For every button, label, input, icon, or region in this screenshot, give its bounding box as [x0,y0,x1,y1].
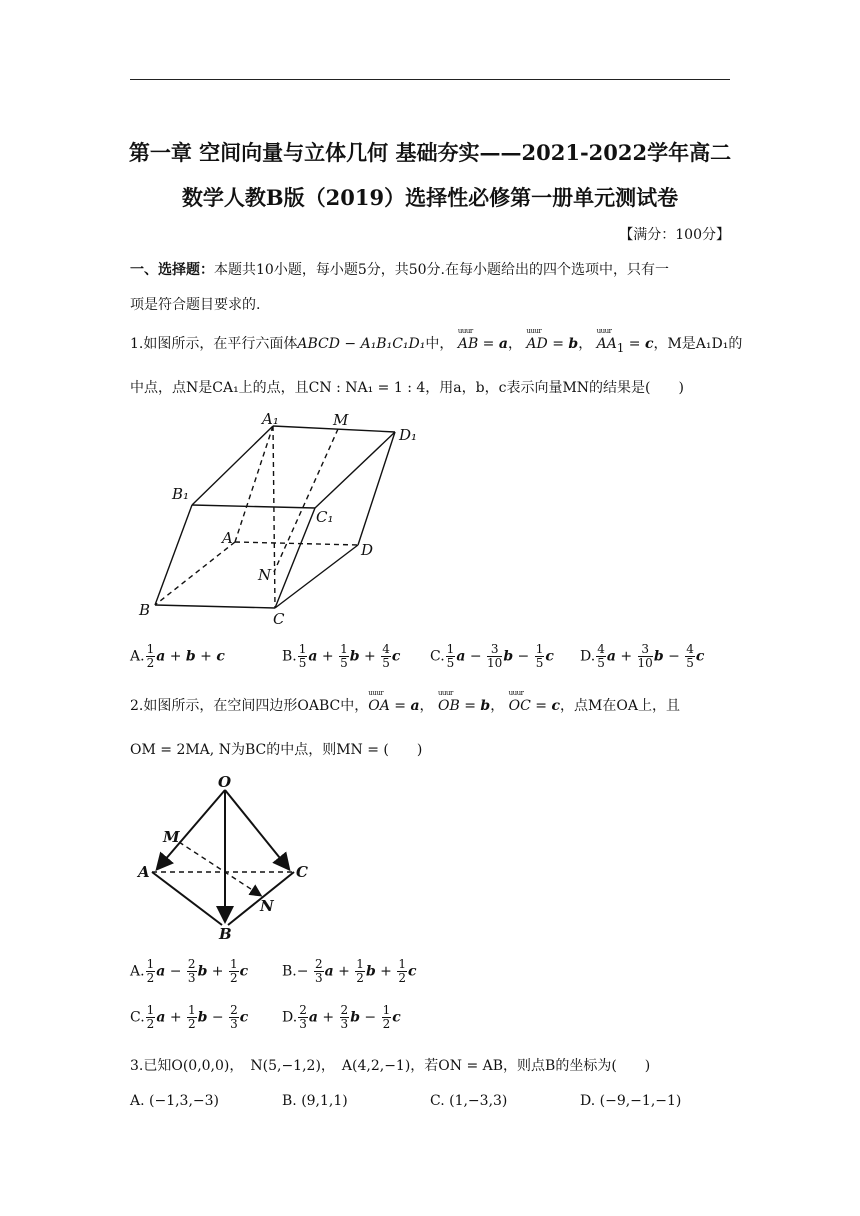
header-rule [130,79,730,80]
q2-vector-relations: uuur OA = a， uuur OB = b， uuur OC = c [368,698,560,714]
q1-option-d-letter: D. [580,648,596,665]
section-label: 一、选择题： [130,262,214,278]
q2-option-a-letter: A. [130,963,145,980]
q2-tetrahedron-figure [130,775,320,945]
q1-option-d[interactable]: D. $\frac{4}{5}$ a + $\frac{3}{10}$ b − $\frac{4}{5}$ c [580,642,705,670]
label-o: O [218,775,232,791]
section-heading [130,259,669,279]
q1-option-c[interactable]: C. $\frac{1}{5}$ a − $\frac{3}{10}$ b − $\frac{1}{5}$ c [430,642,554,670]
q3-line-1: 3.已知O(0,0,0)， N(5,−1,2)， A(4,2,−1)，若ON = AB，则点B的坐标为( ) [130,1058,651,1074]
label-c1: C₁ [316,508,334,526]
q1-line-1 [130,333,742,355]
q1-option-c-letter: C. [430,648,445,665]
label-a2: A [138,863,150,881]
q2-line1-b: ，点M在OA上，且 [560,698,680,714]
label-b1: B₁ [172,485,190,503]
q2-option-c[interactable]: C. $\frac{1}{2}$ a + $\frac{1}{2}$ b − $\frac{2}{3}$ c [130,1003,249,1031]
label-d1: D₁ [399,426,418,444]
q1-line1-c: 中， [425,336,454,352]
label-c: C [273,610,285,628]
q1-vector-relations: uuur AB = a， uuur AD = b， uuur $AA_1 = c$ [458,336,654,352]
label-a: A [222,529,233,547]
section-text-2: 项是符合题目要求的. [130,297,261,313]
title-line-1: 第一章 空间向量与立体几何 基础夯实——2021-2022学年高二 [128,140,732,165]
q1-parallelepiped-figure [130,410,450,635]
q1-option-b[interactable]: B. $\frac{1}{5}$ a + $\frac{1}{5}$ b + $\frac{4}{5}$ c [282,642,401,670]
q2-option-a[interactable]: A. $\frac{1}{2}$ a − $\frac{2}{3}$ b + $\frac{1}{2}$ c [130,957,249,985]
label-m: M [333,411,349,429]
full-score: 【满分：100分】 [619,227,730,243]
q3-option-b[interactable]: B. (9,1,1) [282,1093,348,1109]
q2-option-b[interactable]: B.− $\frac{2}{3}$ a + $\frac{1}{2}$ b + $\frac{1}{2}$ c [282,957,417,985]
q3-option-d[interactable]: D. (−9,−1,−1) [580,1093,682,1109]
label-n2: N [260,897,274,915]
label-b2: B [219,925,232,943]
label-a1: A₁ [262,410,279,428]
q1-option-a-letter: A. [130,648,145,665]
q1-line1-b: ABCD − A₁B₁C₁D₁ [297,336,426,352]
q2-option-d-letter: D. [282,1009,298,1026]
q2-line-1 [130,695,680,715]
q1-line1-d: ，M是A₁D₁的 [653,336,743,352]
label-n: N [258,566,272,584]
q3-option-c[interactable]: C. (1,−3,3) [430,1093,508,1109]
q1-line-2: 中点，点N是CA₁上的点，且CN : NA₁ = 1 : 4，用a，b，c表示向量MN的结果是( ) [130,380,684,396]
q1-line1-a: 1.如图所示，在平行六面体 [130,336,298,352]
label-b: B [139,601,151,619]
q2-option-b-letter: B. [282,963,297,980]
q2-line-2: OM = 2MA, N为BC的中点，则MN = ( ) [130,742,423,758]
title-line-2: 数学人教B版（2019）选择性必修第一册单元测试卷 [181,185,679,210]
label-d: D [361,541,374,559]
label-c2: C [296,863,308,881]
label-m2: M [163,828,180,846]
q1-option-a[interactable]: A. $\frac{1}{2}$ a + b + c [130,642,225,670]
q1-option-b-letter: B. [282,648,297,665]
q3-option-a[interactable]: A. (−1,3,−3) [130,1093,220,1109]
q2-option-c-letter: C. [130,1009,145,1026]
section-text-1: 本题共10小题，每小题5分，共50分.在每小题给出的四个选项中，只有一 [214,262,669,278]
q2-line1-a: 2.如图所示，在空间四边形OABC中， [130,698,369,714]
q2-option-d[interactable]: D. $\frac{2}{3}$ a + $\frac{2}{3}$ b − $\frac{1}{2}$ c [282,1003,401,1031]
